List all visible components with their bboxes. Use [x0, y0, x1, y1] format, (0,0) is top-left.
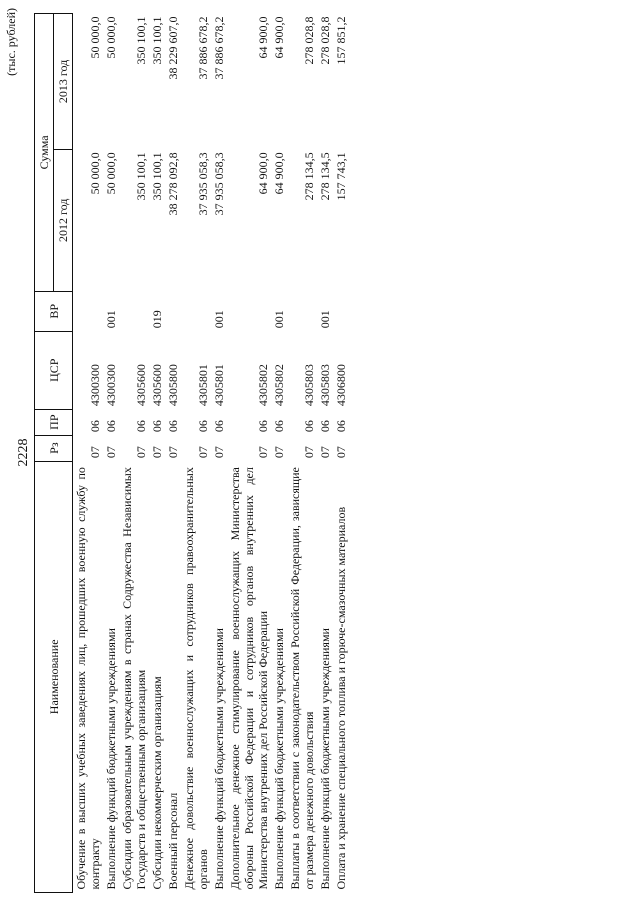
row-pr: 06	[88, 420, 102, 433]
row-csr: 4305801	[196, 364, 210, 407]
row-pr: 06	[256, 420, 270, 433]
row-rz: 07	[88, 446, 102, 459]
table-row	[181, 14, 211, 893]
row-vr	[73, 291, 104, 331]
row-name: Выполнение функций бюджетными учреждениями	[318, 628, 332, 890]
row-rz: 07	[272, 446, 286, 459]
row-value-2013: 38 229 607,0	[166, 16, 180, 80]
units-label: (тыс. рублей)	[4, 8, 18, 76]
row-value-2013: 278 028,8	[302, 16, 316, 65]
row-rz: 07	[318, 446, 332, 459]
table-row	[317, 14, 333, 893]
row-value-2012: 37 935 058,3	[196, 152, 210, 216]
row-value-2012: 350 100,1	[150, 152, 164, 201]
header-csr: ЦСР	[35, 331, 73, 409]
header-2013: 2013 год	[54, 14, 73, 150]
row-rz: 07	[212, 446, 226, 459]
row-vr: 001	[272, 310, 286, 329]
row-vr: 001	[212, 310, 226, 329]
row-pr: 06	[302, 420, 316, 433]
row-csr: 4305803	[302, 364, 316, 407]
header-name: Наименование	[35, 461, 73, 892]
row-vr: 001	[318, 310, 332, 329]
table-row	[271, 14, 287, 893]
header-pr: ПР	[35, 409, 73, 435]
row-rz: 07	[150, 446, 164, 459]
row-name: Выплаты в соответствии с законодательством Российской Федерации, зависящие от размера денежного довольствия	[288, 467, 316, 890]
row-name: Субсидии образовательным учреждениям в странах Содружества Независимых Государств и общественным организациям	[120, 467, 148, 890]
row-rz: 07	[256, 446, 270, 459]
row-name: Дополнительное денежное стимулирование военнослужащих Министерства обороны Российской Федерации и сотрудников органов внутренних дел Министерства внутренних дел Российской Федерации	[228, 467, 270, 890]
row-name: Выполнение функций бюджетными учреждениями	[272, 628, 286, 890]
row-name: Выполнение функций бюджетными учреждениями	[212, 628, 226, 890]
row-name: Оплата и хранение специального топлива и горюче-смазочных материалов	[334, 506, 348, 890]
row-value-2013: 37 886 678,2	[196, 16, 210, 80]
row-pr: 06	[150, 420, 164, 433]
row-rz: 07	[134, 446, 148, 459]
row-csr: 4300300	[104, 364, 118, 407]
table-row	[333, 14, 349, 893]
table-row	[103, 14, 119, 893]
row-value-2012: 50 000,0	[88, 152, 102, 195]
row-vr: 019	[150, 310, 164, 329]
table-row	[119, 14, 149, 893]
row-pr: 06	[334, 420, 348, 433]
row-rz: 07	[334, 446, 348, 459]
row-rz: 07	[104, 446, 118, 459]
row-rz: 07	[196, 446, 210, 459]
row-value-2013: 157 851,2	[334, 16, 348, 65]
header-rz: Рз	[35, 435, 73, 461]
row-pr: 06	[272, 420, 286, 433]
page-number: 2228	[16, 438, 31, 467]
table-row	[149, 14, 165, 893]
row-pr: 06	[134, 420, 148, 433]
row-vr	[287, 291, 317, 331]
row-pr: 06	[196, 420, 210, 433]
row-value-2013: 278 028,8	[318, 16, 332, 65]
row-name: Выполнение функций бюджетными учреждениями	[104, 628, 118, 890]
row-csr: 4305801	[212, 364, 226, 407]
row-pr: 06	[212, 420, 226, 433]
row-value-2013: 350 100,1	[134, 16, 148, 65]
header-sum: Сумма	[35, 14, 54, 292]
row-csr: 4306800	[334, 364, 348, 407]
row-value-2013: 37 886 678,2	[212, 16, 226, 80]
row-csr: 4305802	[272, 364, 286, 407]
row-name: Обучение в высших учебных заведениях лиц, прошедших военную службу по контракту	[74, 467, 102, 890]
row-vr	[165, 291, 181, 331]
row-value-2012: 278 134,5	[302, 152, 316, 201]
row-value-2013: 64 900,0	[256, 16, 270, 59]
row-value-2012: 38 278 092,8	[166, 152, 180, 216]
header-2012: 2012 год	[54, 149, 73, 291]
row-pr: 06	[166, 420, 180, 433]
table-row	[227, 14, 271, 893]
table-body	[73, 14, 350, 893]
row-vr	[227, 291, 271, 331]
row-name: Денежное довольствие военнослужащих и сотрудников правоохранительных органов	[182, 467, 210, 890]
row-pr: 06	[104, 420, 118, 433]
row-csr: 4305802	[256, 364, 270, 407]
row-vr	[333, 291, 349, 331]
row-name: Военный персонал	[166, 792, 180, 890]
header-vr: ВР	[35, 291, 73, 331]
row-rz: 07	[302, 446, 316, 459]
row-pr: 06	[318, 420, 332, 433]
row-value-2012: 278 134,5	[318, 152, 332, 201]
row-csr: 4305800	[166, 364, 180, 407]
row-vr	[181, 291, 211, 331]
row-value-2013: 64 900,0	[272, 16, 286, 59]
table-row	[165, 14, 181, 893]
table-row	[287, 14, 317, 893]
row-value-2012: 37 935 058,3	[212, 152, 226, 216]
row-csr: 4305600	[134, 364, 148, 407]
row-rz: 07	[166, 446, 180, 459]
row-value-2012: 157 743,1	[334, 152, 348, 201]
row-vr	[119, 291, 149, 331]
row-value-2012: 350 100,1	[134, 152, 148, 201]
row-value-2013: 50 000,0	[104, 16, 118, 59]
budget-table	[34, 13, 349, 893]
row-vr: 001	[104, 310, 118, 329]
row-value-2013: 50 000,0	[88, 16, 102, 59]
row-csr: 4300300	[88, 364, 102, 407]
row-value-2012: 64 900,0	[272, 152, 286, 195]
table-row	[73, 14, 104, 893]
row-value-2013: 350 100,1	[150, 16, 164, 65]
row-csr: 4305600	[150, 364, 164, 407]
row-value-2012: 64 900,0	[256, 152, 270, 195]
table-row	[211, 14, 227, 893]
row-value-2012: 50 000,0	[104, 152, 118, 195]
row-name: Субсидии некоммерческим организациям	[150, 676, 164, 890]
row-csr: 4305803	[318, 364, 332, 407]
